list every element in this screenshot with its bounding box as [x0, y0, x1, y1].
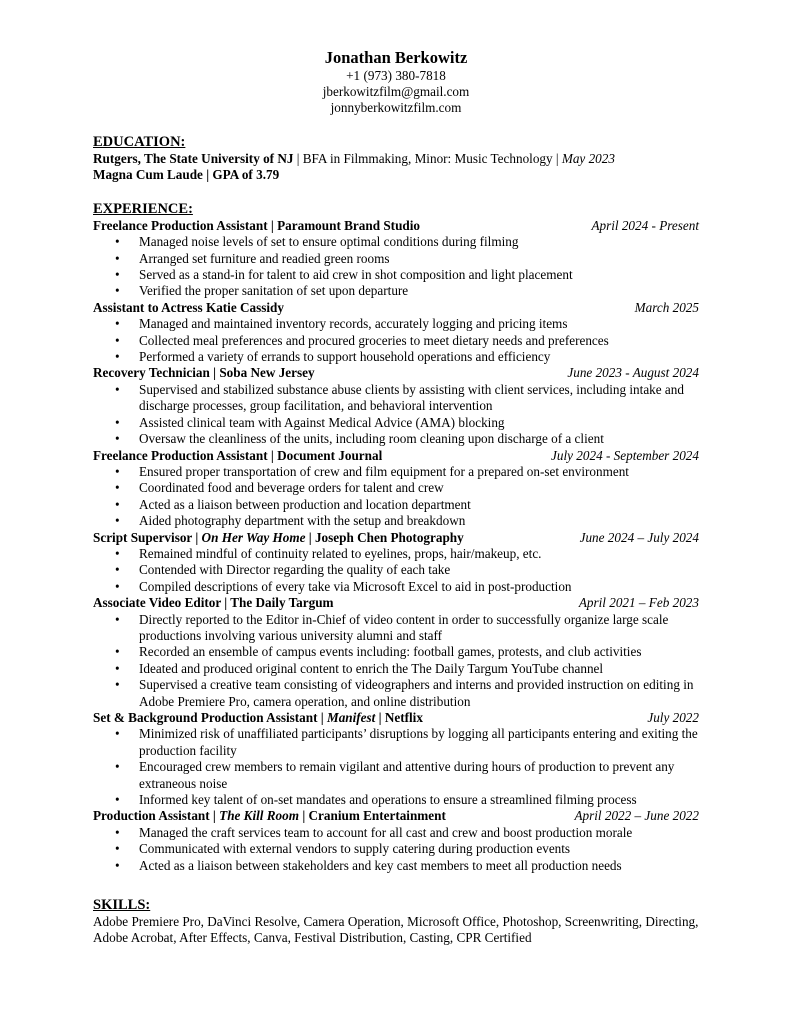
- duty-item: • Aided photography department with the setup and breakdown: [93, 513, 699, 529]
- job-duties: [93, 382, 699, 448]
- job-date: April 2024 - Present: [591, 217, 699, 233]
- duty-item: • Directly reported to the Editor in-Chief of video content in order to successfully organize large scale productions involving various university alumni and staff: [93, 612, 699, 645]
- job-date: April 2021 – Feb 2023: [578, 595, 699, 611]
- duty-item: • Managed noise levels of set to ensure optimal conditions during filming: [93, 234, 699, 250]
- school-name: Rutgers, The State University of NJ: [93, 151, 294, 166]
- education-heading: EDUCATION:: [93, 134, 186, 150]
- duty-item: • Supervised and stabilized substance abuse clients by assisting with client services, including intake and discharge processes, group facilitation, and behavioral intervention: [93, 382, 699, 415]
- duty-item: • Performed a variety of errands to support household operations and efficiency: [93, 349, 699, 365]
- job-header: [93, 595, 699, 611]
- duty-item: • Ideated and produced original content to enrich the The Daily Targum YouTube channel: [93, 661, 699, 677]
- job-header: [93, 365, 699, 381]
- job-entry: [93, 300, 699, 366]
- job-header: [93, 218, 699, 234]
- website-url: jonnyberkowitzfilm.com: [330, 100, 462, 115]
- duty-item: • Remained mindful of continuity related to eyelines, props, hair/makeup, etc.: [93, 546, 699, 562]
- duty-item: • Recorded an ensemble of campus events including: football games, protests, and club activities: [93, 644, 699, 660]
- job-title-part: Set & Background Production Assistant |: [93, 710, 327, 725]
- duty-item: • Compiled descriptions of every take via Microsoft Excel to aid in post-production: [93, 579, 699, 595]
- job-title: [93, 530, 464, 546]
- job-duties: [93, 316, 699, 365]
- duty-item: • Verified the proper sanitation of set upon departure: [93, 283, 699, 299]
- duty-item: • Arranged set furniture and readied green rooms: [93, 251, 699, 267]
- education-line: [93, 151, 699, 167]
- experience-section: [93, 201, 699, 874]
- job-entry: [93, 530, 699, 596]
- job-duties: [93, 464, 699, 530]
- duty-item: • Communicated with external vendors to supply catering during production events: [93, 841, 699, 857]
- job-title: Freelance Production Assistant | Document Journal: [93, 447, 383, 463]
- separator: |: [552, 151, 562, 166]
- job-entry: [93, 218, 699, 300]
- education-section: [93, 134, 699, 184]
- job-title: [93, 808, 446, 824]
- duty-item: • Acted as a liaison between stakeholders and key cast members to meet all production needs: [93, 858, 699, 874]
- experience-heading: EXPERIENCE:: [93, 200, 193, 217]
- job-entry: [93, 710, 699, 808]
- duty-item: • Coordinated food and beverage orders for talent and crew: [93, 480, 699, 496]
- job-title: [93, 710, 423, 726]
- job-duties: [93, 612, 699, 710]
- job-header: [93, 710, 699, 726]
- separator: |: [293, 151, 303, 166]
- job-company: | Joseph Chen Photography: [305, 529, 464, 545]
- job-title-part: Script Supervisor |: [93, 529, 202, 545]
- email-address: jberkowitzfilm@gmail.com: [322, 84, 470, 99]
- duty-item: • Minimized risk of unaffiliated participants’ disruptions by logging all participants entering and exiting the production facility: [93, 726, 699, 759]
- skills-list: Adobe Premiere Pro, DaVinci Resolve, Camera Operation, Microsoft Office, Photoshop, Screenwriting, Directing, Adobe Acrobat, After Effects, Canva, Festival Distribution, Casting, CPR Certified: [93, 914, 699, 946]
- production-title: On Her Way Home: [201, 529, 306, 545]
- duty-item: • Acted as a liaison between production and location department: [93, 497, 699, 513]
- job-header: [93, 530, 699, 546]
- job-title-part: Production Assistant |: [93, 808, 220, 824]
- duty-item: • Oversaw the cleanliness of the units, including room cleaning upon discharge of a client: [93, 431, 699, 447]
- skills-heading: SKILLS:: [93, 897, 151, 914]
- degree: BFA in Filmmaking, Minor: Music Technology: [302, 151, 553, 166]
- duty-item: • Ensured proper transportation of crew and film equipment for a prepared on-set environment: [93, 464, 699, 480]
- honors: Magna Cum Laude | GPA of 3.79: [93, 167, 280, 183]
- duty-item: • Managed and maintained inventory records, accurately logging and pricing items: [93, 316, 699, 332]
- job-entry: [93, 595, 699, 710]
- job-date: July 2022: [647, 710, 699, 725]
- production-title: The Kill Room: [219, 808, 300, 824]
- job-entry: [93, 808, 699, 874]
- job-date: July 2024 - September 2024: [551, 447, 699, 463]
- job-duties: [93, 234, 699, 300]
- duty-item: • Contended with Director regarding the quality of each take: [93, 562, 699, 578]
- job-title: Assistant to Actress Katie Cassidy: [93, 299, 284, 315]
- duty-item: • Served as a stand-in for talent to aid crew in shot composition and light placement: [93, 267, 699, 283]
- job-title: Recovery Technician | Soba New Jersey: [93, 365, 315, 381]
- job-date: June 2024 – July 2024: [579, 529, 699, 545]
- job-title: Freelance Production Assistant | Paramount Brand Studio: [93, 217, 420, 233]
- duty-item: • Managed the craft services team to account for all cast and crew and boost production morale: [93, 825, 699, 841]
- duty-item: • Informed key talent of on-set mandates and operations to ensure a streamlined filming process: [93, 792, 699, 808]
- duty-item: • Collected meal preferences and procured groceries to meet dietary needs and preferences: [93, 333, 699, 349]
- job-date: June 2023 - August 2024: [567, 365, 699, 381]
- job-date: March 2025: [634, 299, 699, 315]
- job-header: [93, 448, 699, 464]
- job-duties: [93, 546, 699, 595]
- resume-page: [93, 48, 699, 947]
- graduation-date: May 2023: [561, 151, 615, 166]
- job-duties: [93, 825, 699, 874]
- phone-number: +1 (973) 380-7818: [346, 68, 446, 83]
- job-entry: [93, 448, 699, 530]
- job-company: | Netflix: [375, 710, 423, 725]
- candidate-name: Jonathan Berkowitz: [324, 48, 468, 67]
- job-duties: [93, 726, 699, 808]
- job-date: April 2022 – June 2022: [574, 808, 699, 824]
- duty-item: • Supervised a creative team consisting of videographers and interns and provided instruction on editing in Adobe Premiere Pro, camera operation, and online distribution: [93, 677, 699, 710]
- job-header: [93, 300, 699, 316]
- job-header: [93, 808, 699, 824]
- resume-header: [93, 48, 699, 116]
- production-title: Manifest: [326, 710, 376, 725]
- job-list: [93, 218, 699, 874]
- job-title: Associate Video Editor | The Daily Targum: [93, 595, 334, 611]
- duty-item: • Assisted clinical team with Against Medical Advice (AMA) blocking: [93, 415, 699, 431]
- job-company: | Cranium Entertainment: [299, 808, 446, 824]
- job-entry: [93, 365, 699, 447]
- duty-item: • Encouraged crew members to remain vigilant and attentive during hours of production to prevent any extraneous noise: [93, 759, 699, 792]
- skills-section: [93, 897, 699, 947]
